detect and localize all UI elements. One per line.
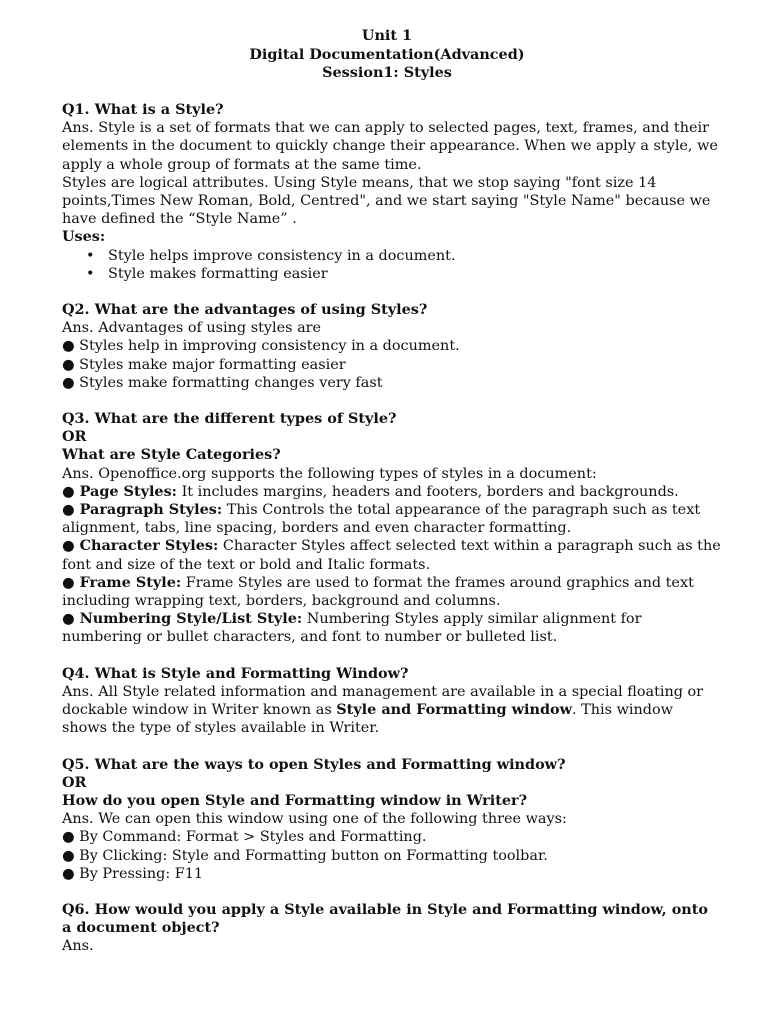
unit-title: Unit 1 [361, 27, 413, 44]
question-4: Q4. What is Style and Formatting Window? [62, 664, 409, 682]
list-item: ● Styles make formatting changes very fast [62, 374, 383, 391]
answer-4-text-end: . This window shows the type of styles available in Writer. [62, 702, 673, 737]
answer-1-paragraph-2: Styles are logical attributes. Using Style means, that we stop saying "font size 14 points,Times New Roman, Bold, Centred", and we start saying "Style Name" because we have defined the “Style Name” . [62, 174, 711, 228]
document-body [62, 101, 722, 956]
list-item-text: Style makes formatting easier [108, 265, 328, 282]
uses-list [62, 247, 722, 283]
question-2: Q2. What are the advantages of using Styles? [62, 301, 428, 319]
bullet-icon: • [86, 265, 95, 282]
list-item-text: Style helps improve consistency in a document. [108, 247, 456, 264]
list-item: ● Styles make major formatting easier [62, 356, 346, 373]
style-type-desc: Character Styles affect selected text within a paragraph such as the font and size of the text or bold and Italic formats. [62, 538, 721, 573]
answer-2-intro: Ans. Advantages of using styles are [62, 320, 322, 337]
document-header [0, 27, 768, 83]
list-item: ● Styles help in improving consistency in a document. [62, 338, 460, 355]
answer-4-text: Ans. All Style related information and management are available in a special floating or dockable window in Writer known as [62, 683, 704, 719]
list-item [62, 574, 722, 610]
list-item [62, 265, 722, 283]
style-type-term: ● Paragraph Styles: [62, 501, 223, 519]
question-5: Q5. What are the ways to open Styles and Formatting window? [62, 755, 566, 773]
list-item: ● By Pressing: F11 [62, 865, 204, 882]
question-3-alt: What are Style Categories? [62, 446, 281, 464]
list-item [62, 247, 722, 265]
list-item [62, 483, 722, 501]
session-title: Session1: Styles [322, 64, 452, 81]
style-type-term: ● Numbering Style/List Style: [62, 610, 303, 628]
answer-5-intro: Ans. We can open this window using one of the following three ways: [62, 811, 567, 828]
or-separator: OR [62, 773, 87, 791]
bullet-icon: • [86, 247, 95, 264]
uses-label: Uses: [62, 228, 106, 246]
answer-4-bold: Style and Formatting window [336, 701, 572, 719]
question-1: Q1. What is a Style? [62, 101, 224, 118]
style-type-desc: It includes margins, headers and footers, borders and backgrounds. [177, 483, 679, 500]
question-3: Q3. What are the different types of Style? [62, 410, 397, 428]
style-type-desc: Numbering Styles apply similar alignment for numbering or bullet characters, and font to number or bulleted list. [62, 611, 642, 646]
question-6: Q6. How would you apply a Style available in Style and Formatting window, onto a document object? [62, 900, 709, 937]
answer-3-intro: Ans. Openoffice.org supports the following types of styles in a document: [62, 465, 597, 482]
style-type-term: ● Frame Style: [62, 573, 182, 591]
style-type-term: ● Page Styles: [62, 482, 177, 500]
subject-title: Digital Documentation(Advanced) [249, 45, 525, 63]
list-item [62, 610, 722, 646]
answer-4 [62, 683, 722, 738]
list-item: ● By Command: Format > Styles and Formatting. [62, 829, 427, 846]
style-type-term: ● Character Styles: [62, 537, 219, 555]
answer-1-paragraph-1: Ans. Style is a set of formats that we can apply to selected pages, text, frames, and their elements in the document to quickly change their appearance. When we apply a style, we apply a whole group of formats at the same time. [62, 120, 718, 173]
question-5-alt: How do you open Style and Formatting window in Writer? [62, 791, 528, 809]
list-item: ● By Clicking: Style and Formatting button on Formatting toolbar. [62, 847, 548, 864]
or-separator: OR [62, 428, 87, 446]
style-type-desc: Frame Styles are used to format the frames around graphics and text including wrapping text, borders, background and columns. [62, 574, 694, 610]
answer-6: Ans. [62, 938, 94, 955]
list-item [62, 537, 722, 573]
style-type-desc: This Controls the total appearance of the paragraph such as text alignment, tabs, line spacing, borders and even character formatting. [62, 502, 701, 537]
list-item [62, 501, 722, 537]
